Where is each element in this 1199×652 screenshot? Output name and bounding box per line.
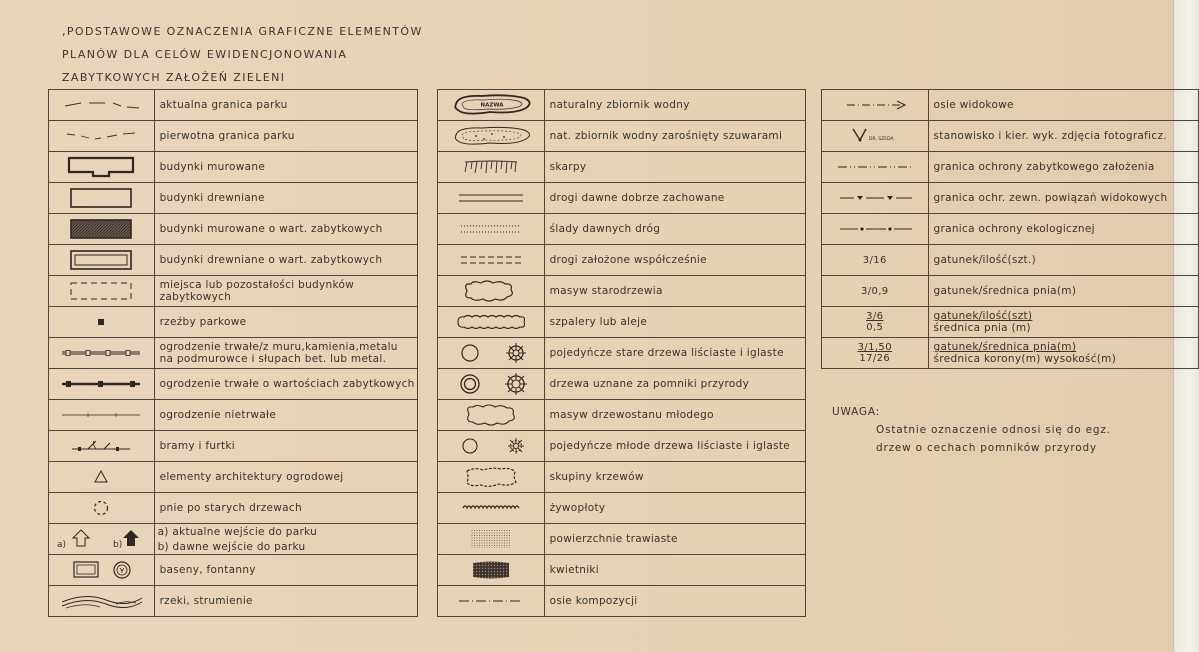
sheet-title	[62, 20, 423, 89]
legend-label: gatunek/średnica pnia(m)	[928, 276, 1198, 307]
legend-row	[49, 121, 418, 152]
legend-row	[49, 338, 418, 369]
species-crown-height-code	[822, 338, 929, 369]
dashed-line-icon	[49, 90, 155, 121]
legend-table-3	[821, 89, 1199, 369]
legend-label: skarpy	[544, 152, 805, 183]
legend-label: drogi dawne dobrze zachowane	[544, 183, 805, 214]
legend-label: ogrodzenie trwałe/z muru,kamienia,metalu na podmurowce i słupach bet. lub metal.	[154, 338, 417, 369]
double-rect-icon	[49, 245, 155, 276]
legend-label: żywopłoty	[544, 493, 805, 524]
legend-label	[154, 524, 417, 555]
legend-row	[49, 462, 418, 493]
legend-row	[49, 276, 418, 307]
slope-icon	[438, 152, 545, 183]
photo-station-icon	[822, 121, 929, 152]
pond-name-text: NAZWA	[480, 102, 504, 109]
note-line-1: Ostatnie oznaczenie odnosi się do egz.	[876, 424, 1111, 436]
legend-label: naturalny zbiornik wodny	[544, 90, 805, 121]
pool-fountain-icon	[49, 555, 155, 586]
legend-table-1	[48, 89, 418, 617]
legend-label: rzeźby parkowe	[154, 307, 417, 338]
entrance-b-label: b)	[113, 540, 123, 550]
legend-label-top: gatunek/ilość(szt)	[933, 310, 1033, 322]
entrance-arrows-icon	[49, 524, 155, 555]
dashed-rect-icon	[49, 276, 155, 307]
square-dot-icon	[49, 307, 155, 338]
dashed-double-line-icon	[438, 245, 545, 276]
legend-row	[49, 524, 418, 555]
title-line-1: ,PODSTAWOWE OZNACZENIA GRAFICZNE ELEMENTÓW	[62, 25, 423, 38]
legend-row	[822, 338, 1199, 369]
arrow-axis-icon	[822, 90, 929, 121]
legend-row	[49, 90, 418, 121]
legend-label: budynki drewniane o wart. zabytkowych	[154, 245, 417, 276]
legend-label: elementy architektury ogrodowej	[154, 462, 417, 493]
legend-row	[438, 245, 806, 276]
young-forest-icon	[438, 400, 545, 431]
legend-label: szpalery lub aleje	[544, 307, 805, 338]
river-icon	[49, 586, 155, 617]
legend-row	[438, 369, 806, 400]
legend-row	[438, 431, 806, 462]
legend-label: granica ochrony zabytkowego założenia	[928, 152, 1198, 183]
legend-row	[822, 183, 1199, 214]
legend-label: ślady dawnych dróg	[544, 214, 805, 245]
scallop-row-icon	[438, 307, 545, 338]
legend-label: osie kompozycji	[544, 586, 805, 617]
legend-label	[154, 493, 417, 524]
overgrown-pond-icon	[438, 121, 545, 152]
title-line-2: PLANÓW DLA CELÓW EWIDENCJONOWANIA	[62, 48, 348, 61]
legend-row	[438, 152, 806, 183]
legend-label-bottom: średnica pnia (m)	[933, 322, 1031, 334]
legend-label: nat. zbiornik wodny zarośnięty szuwarami	[544, 121, 805, 152]
code-bottom: 17/26	[859, 353, 891, 364]
legend-label-text: pnie po starych drzewach	[159, 502, 302, 514]
legend-row	[438, 214, 806, 245]
legend-row	[438, 400, 806, 431]
legend-row	[822, 307, 1199, 338]
legend-row	[438, 307, 806, 338]
legend-label: budynki murowane	[154, 152, 417, 183]
legend-label: aktualna granica parku	[154, 90, 417, 121]
legend-row	[822, 90, 1199, 121]
legend-row	[438, 524, 806, 555]
legend-row	[822, 245, 1199, 276]
legend-row	[49, 152, 418, 183]
legend-row	[49, 214, 418, 245]
dotted-line-icon	[438, 214, 545, 245]
legend-label: drzewa uznane za pomniki przyrody	[544, 369, 805, 400]
legend-label: miejsca lub pozostałości budynków zabytkowych	[154, 276, 417, 307]
legend-row	[49, 555, 418, 586]
hatched-building-icon	[49, 214, 155, 245]
legend-label-bottom: średnica korony(m) wysokość(m)	[933, 353, 1117, 365]
dashed-circle-icon	[49, 493, 155, 524]
entrance-current-label: a) aktualne wejście do parku	[157, 525, 318, 538]
thin-line-icon	[49, 400, 155, 431]
legend-label: pojedyńcze młode drzewa liściaste i iglaste	[544, 431, 805, 462]
legend-label: budynki murowane o wart. zabytkowych	[154, 214, 417, 245]
pond-icon	[438, 90, 545, 121]
legend-row	[49, 431, 418, 462]
trees-icon	[438, 338, 545, 369]
dash-dot-line-icon	[438, 586, 545, 617]
legend-label: masyw starodrzewia	[544, 276, 805, 307]
legend-row	[49, 369, 418, 400]
legend-row	[438, 493, 806, 524]
young-trees-icon	[438, 431, 545, 462]
legend-row	[438, 90, 806, 121]
legend-label: granica ochr. zewn. powiązań widokowych	[928, 183, 1198, 214]
cloud-icon	[438, 276, 545, 307]
note-title: UWAGA:	[832, 406, 880, 418]
shrubs-icon	[438, 462, 545, 493]
hedge-icon	[438, 493, 545, 524]
legend-row	[438, 121, 806, 152]
legend-row	[438, 586, 806, 617]
legend-label: masyw drzewostanu młodego	[544, 400, 805, 431]
code-top: 3/6	[866, 311, 884, 322]
species-diameter-code: 3/0,9	[822, 276, 929, 307]
legend-row	[438, 338, 806, 369]
wooden-building-icon	[49, 183, 155, 214]
legend-label: bramy i furtki	[154, 431, 417, 462]
code-top: 3/1,50	[857, 342, 892, 353]
legend-row	[49, 400, 418, 431]
lawn-icon	[438, 524, 545, 555]
flowerbed-icon	[438, 555, 545, 586]
legend-table-2	[437, 89, 806, 617]
triangle-dash-icon	[822, 183, 929, 214]
note-line-2: drzew o cechach pomników przyrody	[876, 442, 1097, 454]
legend-row	[49, 307, 418, 338]
legend-label: gatunek/ilość(szt.)	[928, 245, 1198, 276]
species-count-code: 3/16	[822, 245, 929, 276]
legend-row	[822, 214, 1199, 245]
legend-row	[49, 493, 418, 524]
triangle-icon	[49, 462, 155, 493]
legend-label: skupiny krzewów	[544, 462, 805, 493]
legend-label: granica ochrony ekologicznej	[928, 214, 1198, 245]
legend-row	[438, 462, 806, 493]
legend-row	[438, 555, 806, 586]
legend-row	[438, 183, 806, 214]
note-block	[832, 403, 1111, 457]
legend-row	[822, 121, 1199, 152]
legend-row	[49, 245, 418, 276]
legend-row	[49, 586, 418, 617]
monument-trees-icon	[438, 369, 545, 400]
photo-station-text: DR. SZEDA	[868, 137, 894, 142]
brick-building-icon	[49, 152, 155, 183]
legend-row	[49, 183, 418, 214]
legend-label: stanowisko i kier. wyk. zdjęcia fotograficz.	[928, 121, 1198, 152]
legend-row	[438, 276, 806, 307]
dashed-line-icon	[49, 121, 155, 152]
species-count-diameter-code	[822, 307, 929, 338]
dash-double-dot-icon	[822, 152, 929, 183]
legend-label	[928, 338, 1198, 369]
double-line-icon	[438, 183, 545, 214]
gate-icon	[49, 431, 155, 462]
legend-label: osie widokowe	[928, 90, 1198, 121]
legend-row	[822, 152, 1199, 183]
legend-label: kwietniki	[544, 555, 805, 586]
legend-label: powierzchnie trawiaste	[544, 524, 805, 555]
legend-label: pojedyńcze stare drzewa liściaste i iglaste	[544, 338, 805, 369]
legend-label: baseny, fontanny	[154, 555, 417, 586]
dot-dash-icon	[822, 214, 929, 245]
fence-line-icon	[49, 338, 155, 369]
legend-row	[822, 276, 1199, 307]
legend-label: ogrodzenie trwałe o wartościach zabytkowych	[154, 369, 417, 400]
thick-fence-icon	[49, 369, 155, 400]
title-line-3: ZABYTKOWYCH ZAŁOŻEŃ ZIELENI	[62, 71, 286, 84]
legend-label	[928, 307, 1198, 338]
entrance-a-label: a)	[57, 540, 67, 550]
legend-label: rzeki, strumienie	[154, 586, 417, 617]
legend-label-top: gatunek/średnica pnia(m)	[933, 341, 1077, 353]
legend-label: budynki drewniane	[154, 183, 417, 214]
entrance-old-label: b) dawne wejście do parku	[157, 540, 306, 553]
code-bottom: 0,5	[866, 322, 884, 333]
legend-label: pierwotna granica parku	[154, 121, 417, 152]
legend-label: drogi założone współcześnie	[544, 245, 805, 276]
legend-label: ogrodzenie nietrwałe	[154, 400, 417, 431]
